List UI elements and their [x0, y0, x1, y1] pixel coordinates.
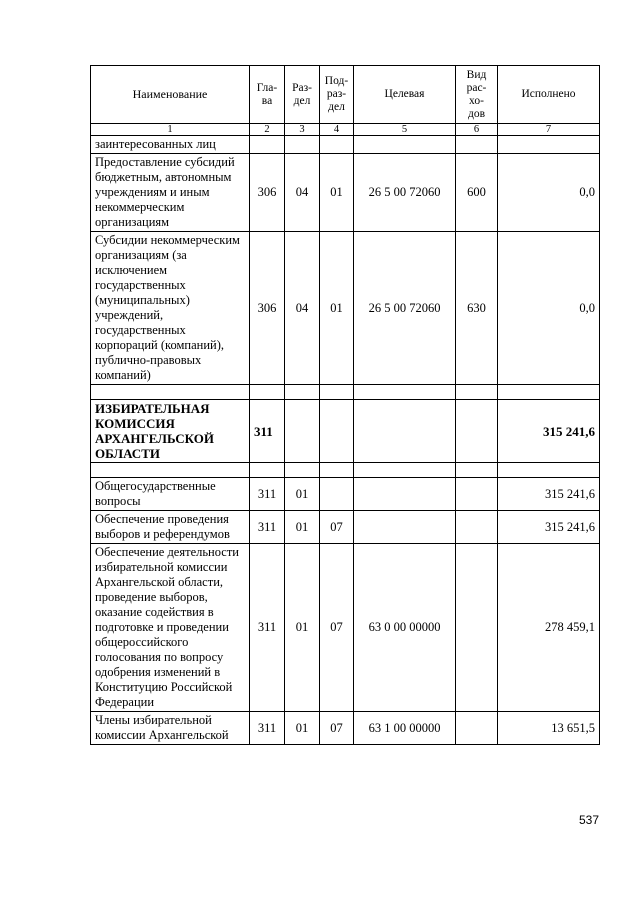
- budget-table: [90, 65, 600, 745]
- row-section: [285, 400, 320, 463]
- row-target: 26 5 00 72060: [354, 232, 456, 385]
- row-chapter: 306: [250, 154, 285, 232]
- table-row: [91, 232, 600, 385]
- table-row: [91, 544, 600, 712]
- row-name: Члены избирательной комиссии Архангельской: [91, 712, 250, 745]
- row-chapter: 306: [250, 232, 285, 385]
- row-expense-type: [456, 478, 498, 511]
- row-expense-type: [456, 544, 498, 712]
- row-expense-type: [456, 400, 498, 463]
- row-target: 63 0 00 00000: [354, 544, 456, 712]
- row-expense-type: [456, 511, 498, 544]
- row-chapter: 311: [250, 511, 285, 544]
- row-target: [354, 511, 456, 544]
- column-number-row: [91, 124, 600, 136]
- row-section: 01: [285, 544, 320, 712]
- row-name: Обеспечение проведения выборов и референдумов: [91, 511, 250, 544]
- header-subsection: Под- раз- дел: [320, 66, 354, 124]
- row-target: 63 1 00 00000: [354, 712, 456, 745]
- row-section: 01: [285, 478, 320, 511]
- row-subsection: 01: [320, 154, 354, 232]
- row-subsection: 07: [320, 712, 354, 745]
- row-chapter: 311: [250, 712, 285, 745]
- row-subsection: 01: [320, 232, 354, 385]
- header-section: Раз- дел: [285, 66, 320, 124]
- row-executed: 315 241,6: [498, 478, 600, 511]
- row-target: [354, 136, 456, 154]
- row-expense-type: 630: [456, 232, 498, 385]
- header-target: Целевая: [354, 66, 456, 124]
- row-expense-type: [456, 712, 498, 745]
- row-target: [354, 400, 456, 463]
- row-subsection: [320, 136, 354, 154]
- row-executed: [498, 136, 600, 154]
- header-expense-type: Вид рас- хо- дов: [456, 66, 498, 124]
- header-chapter: Гла- ва: [250, 66, 285, 124]
- row-name: Субсидии некоммерческим организациям (за исключением государственных (муниципальных) учреждений, государственных корпораций (компаний), публично-правовых компаний): [91, 232, 250, 385]
- header-executed: Исполнено: [498, 66, 600, 124]
- row-executed: 0,0: [498, 154, 600, 232]
- spacer-row: [91, 385, 600, 400]
- row-chapter: [250, 136, 285, 154]
- row-subsection: 07: [320, 511, 354, 544]
- column-number: 4: [320, 124, 354, 136]
- row-name: Обеспечение деятельности избирательной комиссии Архангельской области, проведение выборов, оказание содействия в подготовке и проведении общероссийского голосования по вопросу одобрения изменений в Конституцию Российской Федерации: [91, 544, 250, 712]
- column-number: 2: [250, 124, 285, 136]
- row-executed: 278 459,1: [498, 544, 600, 712]
- column-number: 7: [498, 124, 600, 136]
- row-chapter: 311: [250, 400, 285, 463]
- row-section: 04: [285, 232, 320, 385]
- column-number: 3: [285, 124, 320, 136]
- row-target: 26 5 00 72060: [354, 154, 456, 232]
- table-row: [91, 478, 600, 511]
- header-row: [91, 66, 600, 124]
- table-row: [91, 400, 600, 463]
- row-section: 01: [285, 712, 320, 745]
- row-section: 01: [285, 511, 320, 544]
- row-section: 04: [285, 154, 320, 232]
- row-chapter: 311: [250, 478, 285, 511]
- spacer-row: [91, 463, 600, 478]
- page-number: 537: [579, 813, 600, 827]
- row-chapter: 311: [250, 544, 285, 712]
- row-executed: 0,0: [498, 232, 600, 385]
- row-name: ИЗБИРАТЕЛЬНАЯ КОМИССИЯ АРХАНГЕЛЬСКОЙ ОБЛАСТИ: [91, 400, 250, 463]
- row-target: [354, 478, 456, 511]
- row-expense-type: [456, 136, 498, 154]
- row-section: [285, 136, 320, 154]
- column-number: 5: [354, 124, 456, 136]
- row-expense-type: 600: [456, 154, 498, 232]
- table-row: [91, 511, 600, 544]
- row-subsection: 07: [320, 544, 354, 712]
- row-executed: 315 241,6: [498, 400, 600, 463]
- row-subsection: [320, 478, 354, 511]
- table-row: [91, 154, 600, 232]
- table-row: [91, 136, 600, 154]
- row-name: Предоставление субсидий бюджетным, автономным учреждениям и иным некоммерческим организациям: [91, 154, 250, 232]
- row-name: заинтересованных лиц: [91, 136, 250, 154]
- header-name: Наименование: [91, 66, 250, 124]
- row-name: Общегосударственные вопросы: [91, 478, 250, 511]
- row-executed: 315 241,6: [498, 511, 600, 544]
- table-row: [91, 712, 600, 745]
- column-number: 6: [456, 124, 498, 136]
- row-subsection: [320, 400, 354, 463]
- column-number: 1: [91, 124, 250, 136]
- row-executed: 13 651,5: [498, 712, 600, 745]
